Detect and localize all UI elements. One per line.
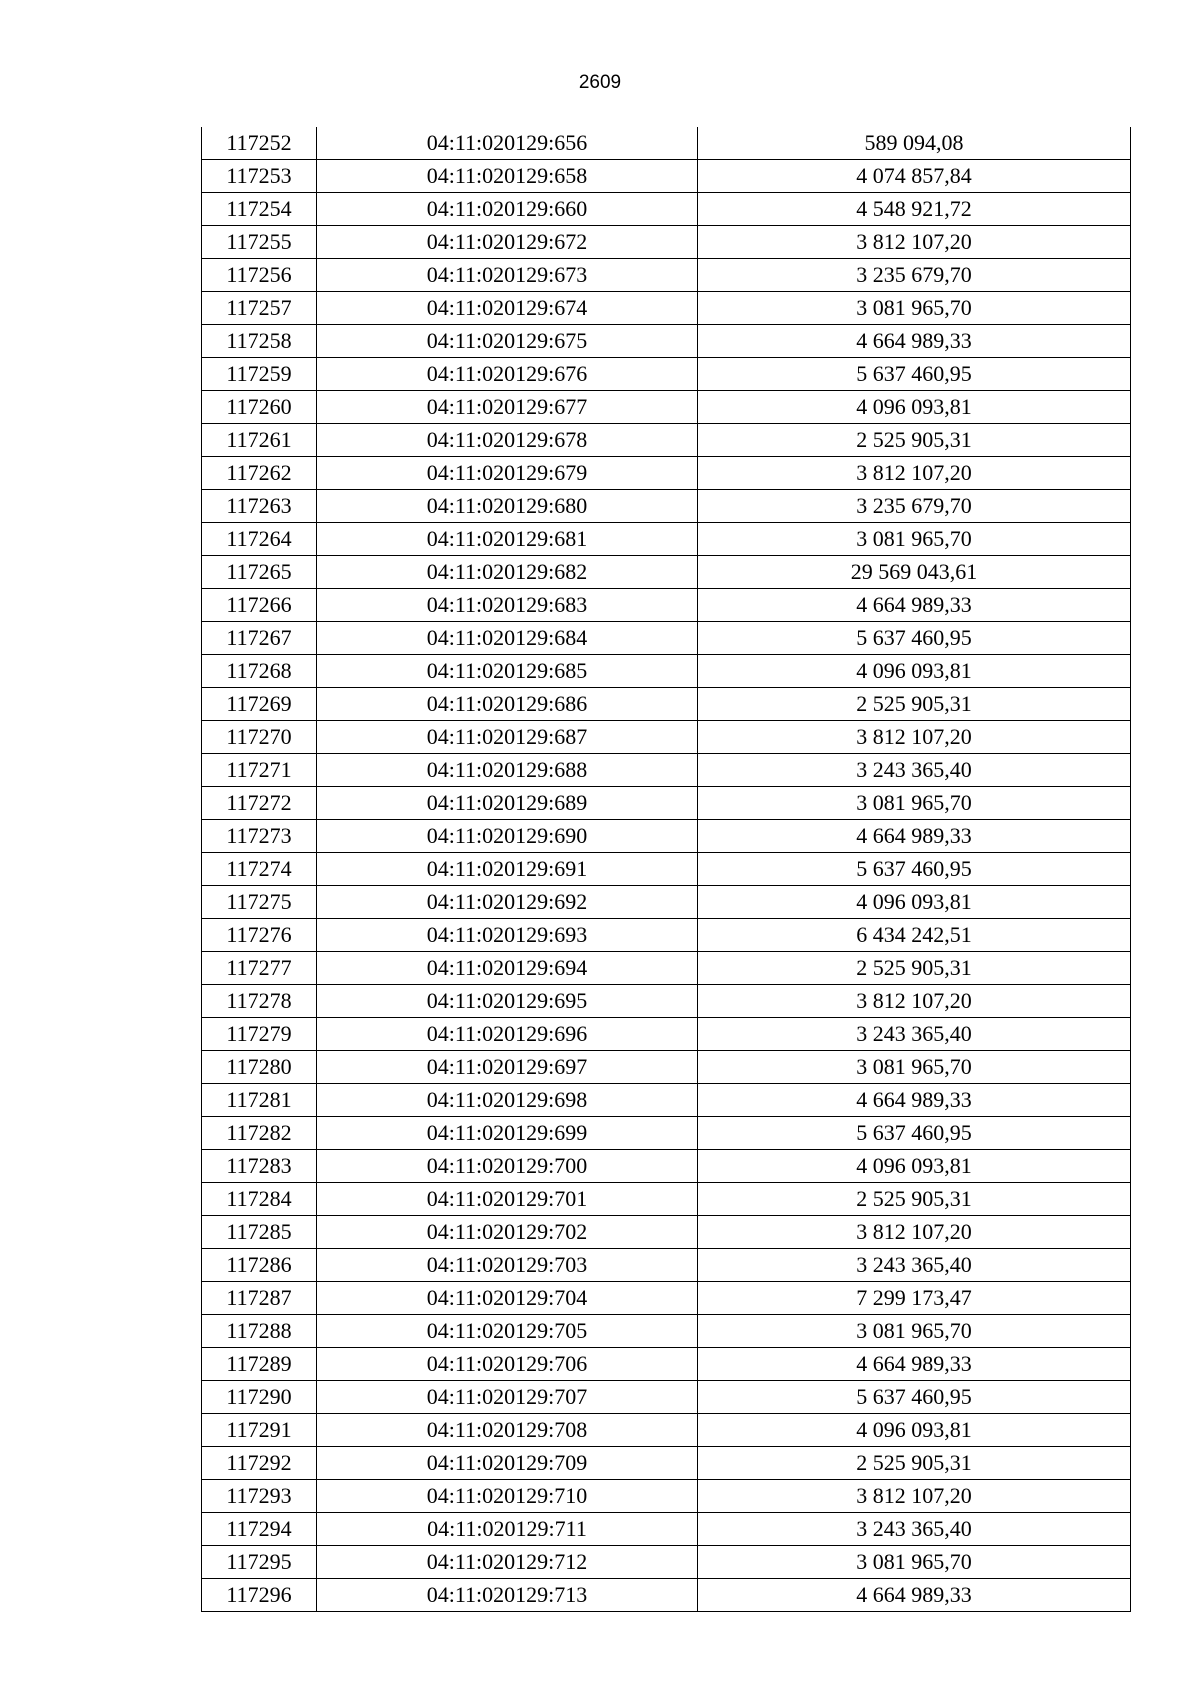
cadastral-number-cell: 04:11:020129:705 [317, 1315, 698, 1348]
cadastral-number-cell: 04:11:020129:686 [317, 688, 698, 721]
row-number-cell: 117256 [202, 259, 317, 292]
cadastral-number-cell: 04:11:020129:687 [317, 721, 698, 754]
row-number-cell: 117273 [202, 820, 317, 853]
table-row [202, 193, 1131, 226]
table-row [202, 1414, 1131, 1447]
table-row [202, 1249, 1131, 1282]
table-body [202, 127, 1131, 1612]
table-row [202, 160, 1131, 193]
cadastral-number-cell: 04:11:020129:679 [317, 457, 698, 490]
cadastral-value-cell: 3 243 365,40 [698, 1513, 1131, 1546]
row-number-cell: 117275 [202, 886, 317, 919]
cadastral-number-cell: 04:11:020129:698 [317, 1084, 698, 1117]
table-row [202, 325, 1131, 358]
table-row [202, 853, 1131, 886]
cadastral-number-cell: 04:11:020129:703 [317, 1249, 698, 1282]
table-row [202, 1447, 1131, 1480]
cadastral-value-cell: 3 812 107,20 [698, 1216, 1131, 1249]
table-row [202, 1579, 1131, 1612]
cadastral-number-cell: 04:11:020129:656 [317, 127, 698, 160]
table-row [202, 985, 1131, 1018]
table-row [202, 655, 1131, 688]
table-row [202, 1216, 1131, 1249]
table-row [202, 1546, 1131, 1579]
row-number-cell: 117288 [202, 1315, 317, 1348]
cadastral-number-cell: 04:11:020129:685 [317, 655, 698, 688]
row-number-cell: 117278 [202, 985, 317, 1018]
row-number-cell: 117255 [202, 226, 317, 259]
table-row [202, 589, 1131, 622]
table-row [202, 1315, 1131, 1348]
table-row [202, 556, 1131, 589]
table-row [202, 952, 1131, 985]
page-number: 2609 [578, 72, 622, 93]
cadastral-value-cell: 4 096 093,81 [698, 655, 1131, 688]
cadastral-value-cell: 3 081 965,70 [698, 292, 1131, 325]
cadastral-number-cell: 04:11:020129:691 [317, 853, 698, 886]
row-number-cell: 117277 [202, 952, 317, 985]
cadastral-number-cell: 04:11:020129:707 [317, 1381, 698, 1414]
table-row [202, 457, 1131, 490]
cadastral-value-cell: 4 664 989,33 [698, 1579, 1131, 1612]
cadastral-number-cell: 04:11:020129:697 [317, 1051, 698, 1084]
row-number-cell: 117265 [202, 556, 317, 589]
cadastral-number-cell: 04:11:020129:700 [317, 1150, 698, 1183]
cadastral-value-cell: 4 096 093,81 [698, 1150, 1131, 1183]
cadastral-value-cell: 3 812 107,20 [698, 226, 1131, 259]
cadastral-number-cell: 04:11:020129:690 [317, 820, 698, 853]
table-row [202, 292, 1131, 325]
cadastral-value-cell: 29 569 043,61 [698, 556, 1131, 589]
cadastral-number-cell: 04:11:020129:672 [317, 226, 698, 259]
cadastral-value-cell: 3 812 107,20 [698, 1480, 1131, 1513]
cadastral-value-cell: 4 096 093,81 [698, 391, 1131, 424]
cadastral-value-cell: 3 243 365,40 [698, 1018, 1131, 1051]
table-row [202, 226, 1131, 259]
cadastral-number-cell: 04:11:020129:680 [317, 490, 698, 523]
cadastral-number-cell: 04:11:020129:699 [317, 1117, 698, 1150]
cadastral-number-cell: 04:11:020129:704 [317, 1282, 698, 1315]
row-number-cell: 117271 [202, 754, 317, 787]
row-number-cell: 117267 [202, 622, 317, 655]
table-row [202, 721, 1131, 754]
table-row [202, 688, 1131, 721]
cadastral-number-cell: 04:11:020129:709 [317, 1447, 698, 1480]
row-number-cell: 117258 [202, 325, 317, 358]
row-number-cell: 117270 [202, 721, 317, 754]
row-number-cell: 117263 [202, 490, 317, 523]
row-number-cell: 117291 [202, 1414, 317, 1447]
cadastral-value-cell: 3 081 965,70 [698, 523, 1131, 556]
table-row [202, 886, 1131, 919]
cadastral-value-cell: 5 637 460,95 [698, 622, 1131, 655]
table-row [202, 259, 1131, 292]
cadastral-number-cell: 04:11:020129:710 [317, 1480, 698, 1513]
row-number-cell: 117290 [202, 1381, 317, 1414]
cadastral-value-cell: 4 664 989,33 [698, 1348, 1131, 1381]
cadastral-number-cell: 04:11:020129:676 [317, 358, 698, 391]
cadastral-value-cell: 3 235 679,70 [698, 259, 1131, 292]
row-number-cell: 117268 [202, 655, 317, 688]
cadastral-value-cell: 5 637 460,95 [698, 1117, 1131, 1150]
row-number-cell: 117261 [202, 424, 317, 457]
table-row [202, 490, 1131, 523]
cadastral-value-cell: 2 525 905,31 [698, 1183, 1131, 1216]
cadastral-number-cell: 04:11:020129:702 [317, 1216, 698, 1249]
row-number-cell: 117259 [202, 358, 317, 391]
cadastral-number-cell: 04:11:020129:695 [317, 985, 698, 1018]
table-row [202, 787, 1131, 820]
row-number-cell: 117293 [202, 1480, 317, 1513]
cadastral-value-cell: 3 235 679,70 [698, 490, 1131, 523]
row-number-cell: 117287 [202, 1282, 317, 1315]
cadastral-number-cell: 04:11:020129:712 [317, 1546, 698, 1579]
table-row [202, 1348, 1131, 1381]
cadastral-number-cell: 04:11:020129:706 [317, 1348, 698, 1381]
cadastral-value-cell: 3 243 365,40 [698, 754, 1131, 787]
cadastral-value-cell: 4 096 093,81 [698, 1414, 1131, 1447]
cadastral-value-cell: 5 637 460,95 [698, 358, 1131, 391]
cadastral-value-cell: 4 664 989,33 [698, 820, 1131, 853]
cadastral-number-cell: 04:11:020129:683 [317, 589, 698, 622]
cadastral-value-cell: 4 096 093,81 [698, 886, 1131, 919]
table-row [202, 820, 1131, 853]
cadastral-value-cell: 7 299 173,47 [698, 1282, 1131, 1315]
cadastral-value-cell: 3 081 965,70 [698, 787, 1131, 820]
cadastral-value-cell: 3 812 107,20 [698, 985, 1131, 1018]
cadastral-number-cell: 04:11:020129:694 [317, 952, 698, 985]
table-row [202, 1480, 1131, 1513]
table-row [202, 1150, 1131, 1183]
cadastral-number-cell: 04:11:020129:677 [317, 391, 698, 424]
row-number-cell: 117276 [202, 919, 317, 952]
cadastral-number-cell: 04:11:020129:711 [317, 1513, 698, 1546]
cadastral-number-cell: 04:11:020129:675 [317, 325, 698, 358]
row-number-cell: 117257 [202, 292, 317, 325]
cadastral-number-cell: 04:11:020129:682 [317, 556, 698, 589]
cadastral-number-cell: 04:11:020129:688 [317, 754, 698, 787]
cadastral-value-cell: 3 081 965,70 [698, 1051, 1131, 1084]
table-row [202, 1183, 1131, 1216]
table-row [202, 391, 1131, 424]
cadastral-value-cell: 4 664 989,33 [698, 589, 1131, 622]
cadastral-value-cell: 2 525 905,31 [698, 688, 1131, 721]
cadastral-number-cell: 04:11:020129:681 [317, 523, 698, 556]
row-number-cell: 117279 [202, 1018, 317, 1051]
cadastral-value-cell: 3 081 965,70 [698, 1315, 1131, 1348]
row-number-cell: 117284 [202, 1183, 317, 1216]
table-row [202, 1084, 1131, 1117]
table-row [202, 523, 1131, 556]
table-row [202, 127, 1131, 160]
row-number-cell: 117280 [202, 1051, 317, 1084]
cadastral-number-cell: 04:11:020129:701 [317, 1183, 698, 1216]
table-row [202, 919, 1131, 952]
table-row [202, 1282, 1131, 1315]
cadastral-number-cell: 04:11:020129:674 [317, 292, 698, 325]
row-number-cell: 117264 [202, 523, 317, 556]
table-row [202, 622, 1131, 655]
cadastral-number-cell: 04:11:020129:660 [317, 193, 698, 226]
table-row [202, 358, 1131, 391]
row-number-cell: 117260 [202, 391, 317, 424]
cadastral-value-cell: 589 094,08 [698, 127, 1131, 160]
cadastral-number-cell: 04:11:020129:692 [317, 886, 698, 919]
cadastral-number-cell: 04:11:020129:658 [317, 160, 698, 193]
cadastral-value-cell: 3 243 365,40 [698, 1249, 1131, 1282]
cadastral-value-cell: 4 548 921,72 [698, 193, 1131, 226]
cadastral-number-cell: 04:11:020129:696 [317, 1018, 698, 1051]
row-number-cell: 117266 [202, 589, 317, 622]
cadastral-value-cell: 6 434 242,51 [698, 919, 1131, 952]
row-number-cell: 117289 [202, 1348, 317, 1381]
cadastral-value-cell: 4 664 989,33 [698, 1084, 1131, 1117]
cadastral-value-cell: 4 074 857,84 [698, 160, 1131, 193]
table-row [202, 1018, 1131, 1051]
row-number-cell: 117252 [202, 127, 317, 160]
table-row [202, 424, 1131, 457]
cadastral-number-cell: 04:11:020129:684 [317, 622, 698, 655]
row-number-cell: 117281 [202, 1084, 317, 1117]
table-row [202, 1381, 1131, 1414]
cadastral-number-cell: 04:11:020129:708 [317, 1414, 698, 1447]
cadastral-value-cell: 2 525 905,31 [698, 1447, 1131, 1480]
row-number-cell: 117272 [202, 787, 317, 820]
cadastral-value-cell: 3 081 965,70 [698, 1546, 1131, 1579]
table-row [202, 754, 1131, 787]
row-number-cell: 117282 [202, 1117, 317, 1150]
row-number-cell: 117286 [202, 1249, 317, 1282]
row-number-cell: 117254 [202, 193, 317, 226]
row-number-cell: 117274 [202, 853, 317, 886]
table-row [202, 1117, 1131, 1150]
cadastral-number-cell: 04:11:020129:673 [317, 259, 698, 292]
row-number-cell: 117295 [202, 1546, 317, 1579]
row-number-cell: 117253 [202, 160, 317, 193]
row-number-cell: 117285 [202, 1216, 317, 1249]
cadastral-value-table [201, 127, 1131, 1612]
cadastral-number-cell: 04:11:020129:713 [317, 1579, 698, 1612]
cadastral-value-cell: 5 637 460,95 [698, 853, 1131, 886]
cadastral-value-cell: 5 637 460,95 [698, 1381, 1131, 1414]
row-number-cell: 117292 [202, 1447, 317, 1480]
row-number-cell: 117262 [202, 457, 317, 490]
cadastral-value-cell: 4 664 989,33 [698, 325, 1131, 358]
table-row [202, 1513, 1131, 1546]
row-number-cell: 117294 [202, 1513, 317, 1546]
cadastral-value-cell: 3 812 107,20 [698, 721, 1131, 754]
cadastral-value-cell: 3 812 107,20 [698, 457, 1131, 490]
cadastral-number-cell: 04:11:020129:678 [317, 424, 698, 457]
cadastral-number-cell: 04:11:020129:693 [317, 919, 698, 952]
row-number-cell: 117296 [202, 1579, 317, 1612]
row-number-cell: 117269 [202, 688, 317, 721]
row-number-cell: 117283 [202, 1150, 317, 1183]
table-row [202, 1051, 1131, 1084]
cadastral-number-cell: 04:11:020129:689 [317, 787, 698, 820]
cadastral-value-cell: 2 525 905,31 [698, 952, 1131, 985]
cadastral-value-cell: 2 525 905,31 [698, 424, 1131, 457]
